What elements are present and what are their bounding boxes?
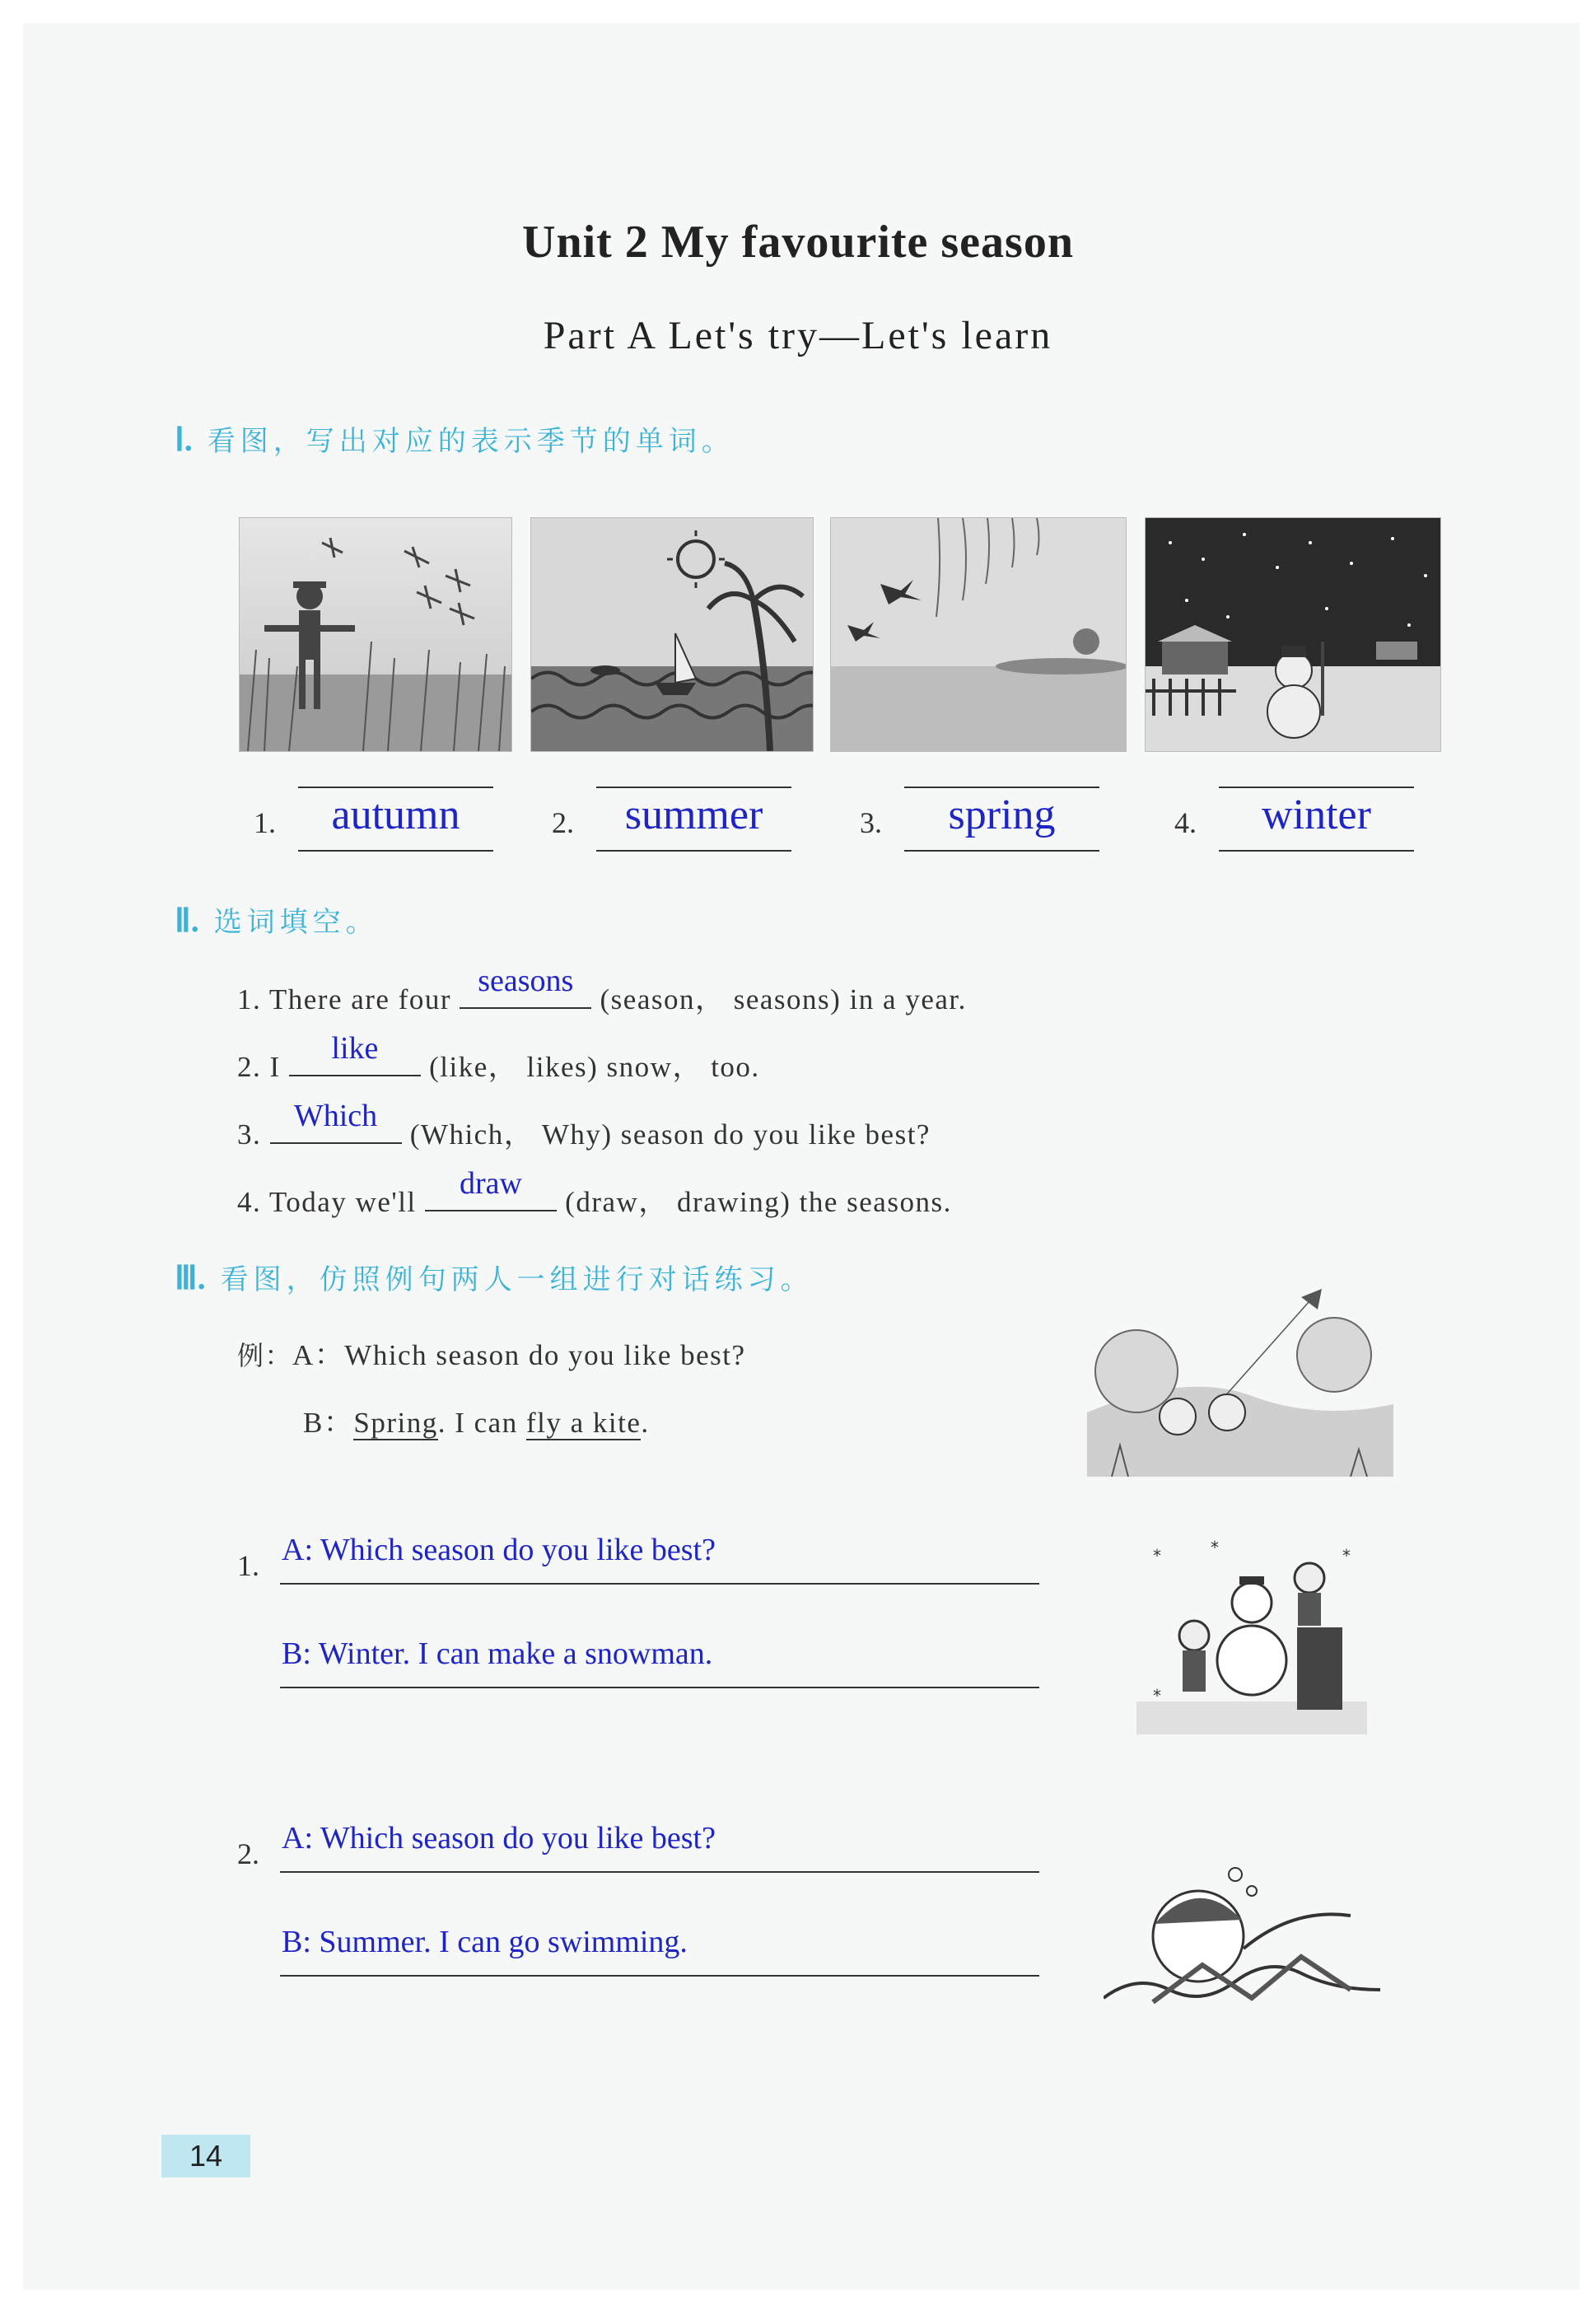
fill-item-3-number: 3. xyxy=(237,1118,262,1151)
dialogue-1-line-b: B: Winter. I can make a snowman. xyxy=(282,1636,713,1671)
svg-text:*: * xyxy=(1153,1546,1161,1566)
writing-line xyxy=(280,1687,1039,1688)
fill-item-3-after: (Which， Why) season do you like best? xyxy=(409,1118,931,1151)
writing-line-top xyxy=(298,787,493,788)
dialogue-2-number: 2. xyxy=(237,1837,259,1870)
swallows-willow-picture xyxy=(830,517,1127,752)
writing-line-bottom xyxy=(904,850,1099,852)
fill-item-1-number: 1. xyxy=(237,983,262,1015)
fill-item-1-blank xyxy=(460,964,591,1009)
section-1-roman: Ⅰ. xyxy=(175,421,193,458)
example-b-prefix: B： xyxy=(303,1407,354,1439)
word-item-4-answer: winter xyxy=(1262,791,1371,838)
page-title: Unit 2 My favourite season xyxy=(522,217,1074,268)
svg-text:*: * xyxy=(1153,1686,1161,1706)
example-line-a xyxy=(237,1333,746,1374)
fill-item-1-before: There are four xyxy=(268,983,452,1015)
word-item-4-number: 4. xyxy=(1174,806,1197,839)
writing-line-top xyxy=(1219,787,1414,788)
page-subtitle: Part A Let's try—Let's learn xyxy=(543,314,1053,357)
fill-item-1-after: (season， seasons) in a year. xyxy=(600,983,967,1015)
section-2-roman: Ⅱ. xyxy=(175,902,199,939)
writing-line-bottom xyxy=(1219,850,1414,852)
section-1-instruction: 看图，写出对应的表示季节的单词。 xyxy=(207,425,735,458)
section-1-heading xyxy=(175,418,735,459)
fill-item-4 xyxy=(237,1166,952,1221)
fill-item-2-before: I xyxy=(269,1051,281,1083)
dialogue-2-line-b: B: Summer. I can go swimming. xyxy=(282,1925,688,1959)
section-2-instruction: 选词填空。 xyxy=(213,906,379,939)
scarecrow-dragonflies-picture xyxy=(239,517,512,752)
dialogue-1-line-a: A: Which season do you like best? xyxy=(282,1533,716,1567)
swimming-boy-picture xyxy=(1104,1858,1380,2006)
fill-item-4-number: 4. xyxy=(237,1186,262,1218)
word-item-2-number: 2. xyxy=(552,806,574,839)
fill-item-3-blank xyxy=(270,1099,402,1144)
writing-line xyxy=(280,1871,1039,1873)
writing-line-top xyxy=(596,787,791,788)
section-3-roman: Ⅲ. xyxy=(175,1259,206,1296)
example-b-season: Spring xyxy=(353,1407,438,1439)
fill-item-2-blank xyxy=(289,1031,421,1076)
page-number: 14 xyxy=(161,2135,250,2178)
fill-item-1 xyxy=(237,964,967,1018)
fill-item-4-answer: draw xyxy=(459,1166,522,1201)
snowman-night-picture xyxy=(1145,517,1441,752)
word-item-1-answer: autumn xyxy=(331,791,460,838)
section-3-heading xyxy=(175,1257,814,1297)
fill-item-4-blank xyxy=(425,1166,557,1211)
dialogue-2-line-a: A: Which season do you like best? xyxy=(282,1821,716,1856)
fill-item-3-answer: Which xyxy=(293,1099,378,1133)
word-item-1-number: 1. xyxy=(254,806,276,839)
fill-item-2-number: 2. xyxy=(237,1051,262,1083)
fill-item-2-after: (like， likes) snow， too. xyxy=(429,1051,760,1083)
writing-line-top xyxy=(904,787,1099,788)
example-line-b xyxy=(303,1400,650,1441)
svg-text:*: * xyxy=(1342,1546,1351,1566)
fill-item-2-answer: like xyxy=(331,1031,379,1066)
svg-text:*: * xyxy=(1211,1538,1219,1557)
fill-item-4-after: (draw， drawing) the seasons. xyxy=(565,1186,952,1218)
word-item-3-answer: spring xyxy=(948,791,1056,838)
example-b-end: . xyxy=(641,1407,650,1439)
example-a-text: Which season do you like best? xyxy=(344,1339,746,1371)
fill-item-1-answer: seasons xyxy=(478,964,574,998)
snowman-kids-picture xyxy=(1136,1537,1367,1734)
word-item-3-number: 3. xyxy=(860,806,882,839)
example-b-activity: fly a kite xyxy=(525,1407,642,1439)
writing-line-bottom xyxy=(298,850,493,852)
fill-item-2 xyxy=(237,1031,760,1085)
writing-line-bottom xyxy=(596,850,791,852)
example-a-prefix: A： xyxy=(292,1339,345,1371)
writing-line xyxy=(280,1975,1039,1977)
fill-item-3 xyxy=(237,1099,931,1153)
example-label: 例： xyxy=(237,1340,293,1371)
fill-item-4-before: Today we'll xyxy=(268,1186,417,1218)
sea-sun-palm-picture xyxy=(530,517,814,752)
writing-line xyxy=(280,1583,1039,1585)
example-b-mid: . I can xyxy=(437,1407,518,1439)
section-2-heading xyxy=(175,899,379,940)
dialogue-1-number: 1. xyxy=(237,1549,259,1582)
word-item-2-answer: summer xyxy=(624,791,763,838)
section-3-instruction: 看图，仿照例句两人一组进行对话练习。 xyxy=(220,1263,814,1296)
kite-flying-picture xyxy=(1087,1281,1393,1477)
